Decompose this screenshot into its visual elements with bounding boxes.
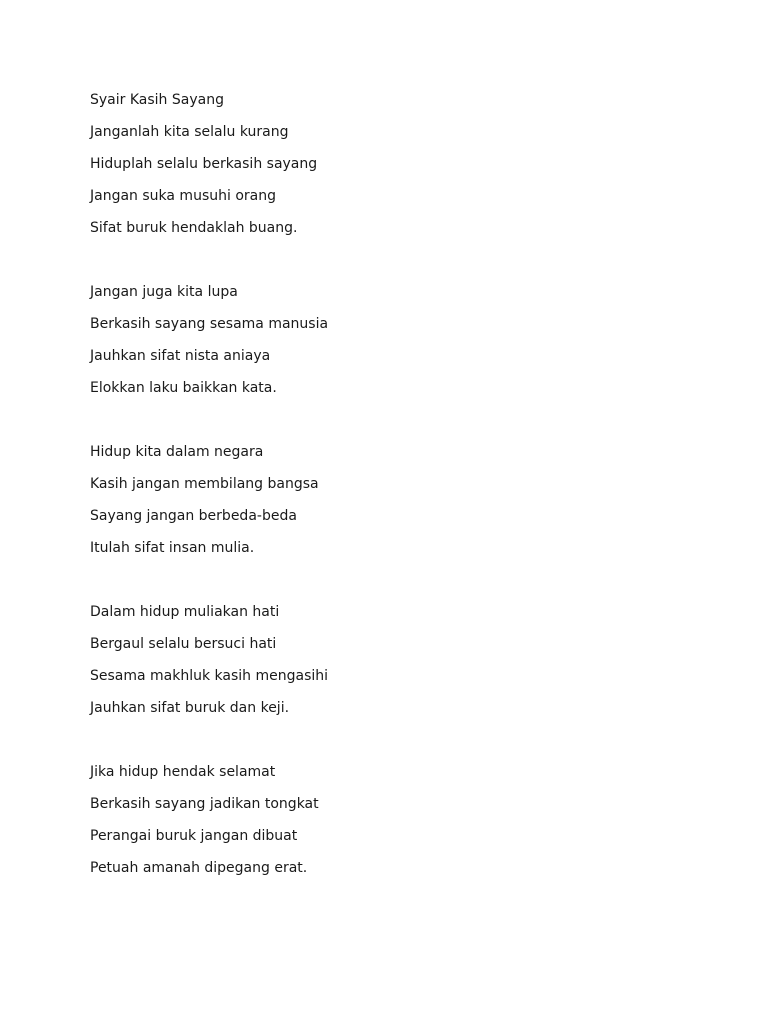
stanza-1: [90, 121, 690, 249]
poem-line: Itulah sifat insan mulia.: [90, 540, 255, 556]
stanza-2: [90, 281, 690, 409]
poem-line: Hiduplah selalu berkasih sayang: [90, 156, 318, 172]
poem-line: Berkasih sayang sesama manusia: [90, 316, 329, 332]
poem-line: Jangan juga kita lupa: [90, 284, 238, 300]
stanza-5: [90, 761, 690, 889]
stanza-spacer: [90, 409, 690, 441]
stanza-3: [90, 441, 690, 569]
poem-line: Petuah amanah dipegang erat.: [90, 860, 308, 876]
poem-line: Janganlah kita selalu kurang: [90, 124, 289, 140]
poem-text: [90, 89, 690, 889]
poem-line: Jauhkan sifat buruk dan keji.: [90, 700, 290, 716]
poem-line: Sifat buruk hendaklah buang.: [90, 220, 298, 236]
poem-line: Berkasih sayang jadikan tongkat: [90, 796, 319, 812]
poem-line: Hidup kita dalam negara: [90, 444, 264, 460]
poem-line: Sayang jangan berbeda-beda: [90, 508, 297, 524]
poem-line: Jauhkan sifat nista aniaya: [90, 348, 271, 364]
poem-line: Perangai buruk jangan dibuat: [90, 828, 298, 844]
poem-title: Syair Kasih Sayang: [90, 92, 224, 108]
stanza-spacer: [90, 249, 690, 281]
poem-line: Sesama makhluk kasih mengasihi: [90, 668, 329, 684]
stanza-4: [90, 601, 690, 729]
poem-line: Dalam hidup muliakan hati: [90, 604, 280, 620]
poem-line: Elokkan laku baikkan kata.: [90, 380, 277, 396]
poem-line: Bergaul selalu bersuci hati: [90, 636, 277, 652]
poem-line: Jika hidup hendak selamat: [90, 764, 276, 780]
stanza-spacer: [90, 729, 690, 761]
poem-line: Jangan suka musuhi orang: [90, 188, 276, 204]
poem-line: Kasih jangan membilang bangsa: [90, 476, 319, 492]
stanza-spacer: [90, 569, 690, 601]
